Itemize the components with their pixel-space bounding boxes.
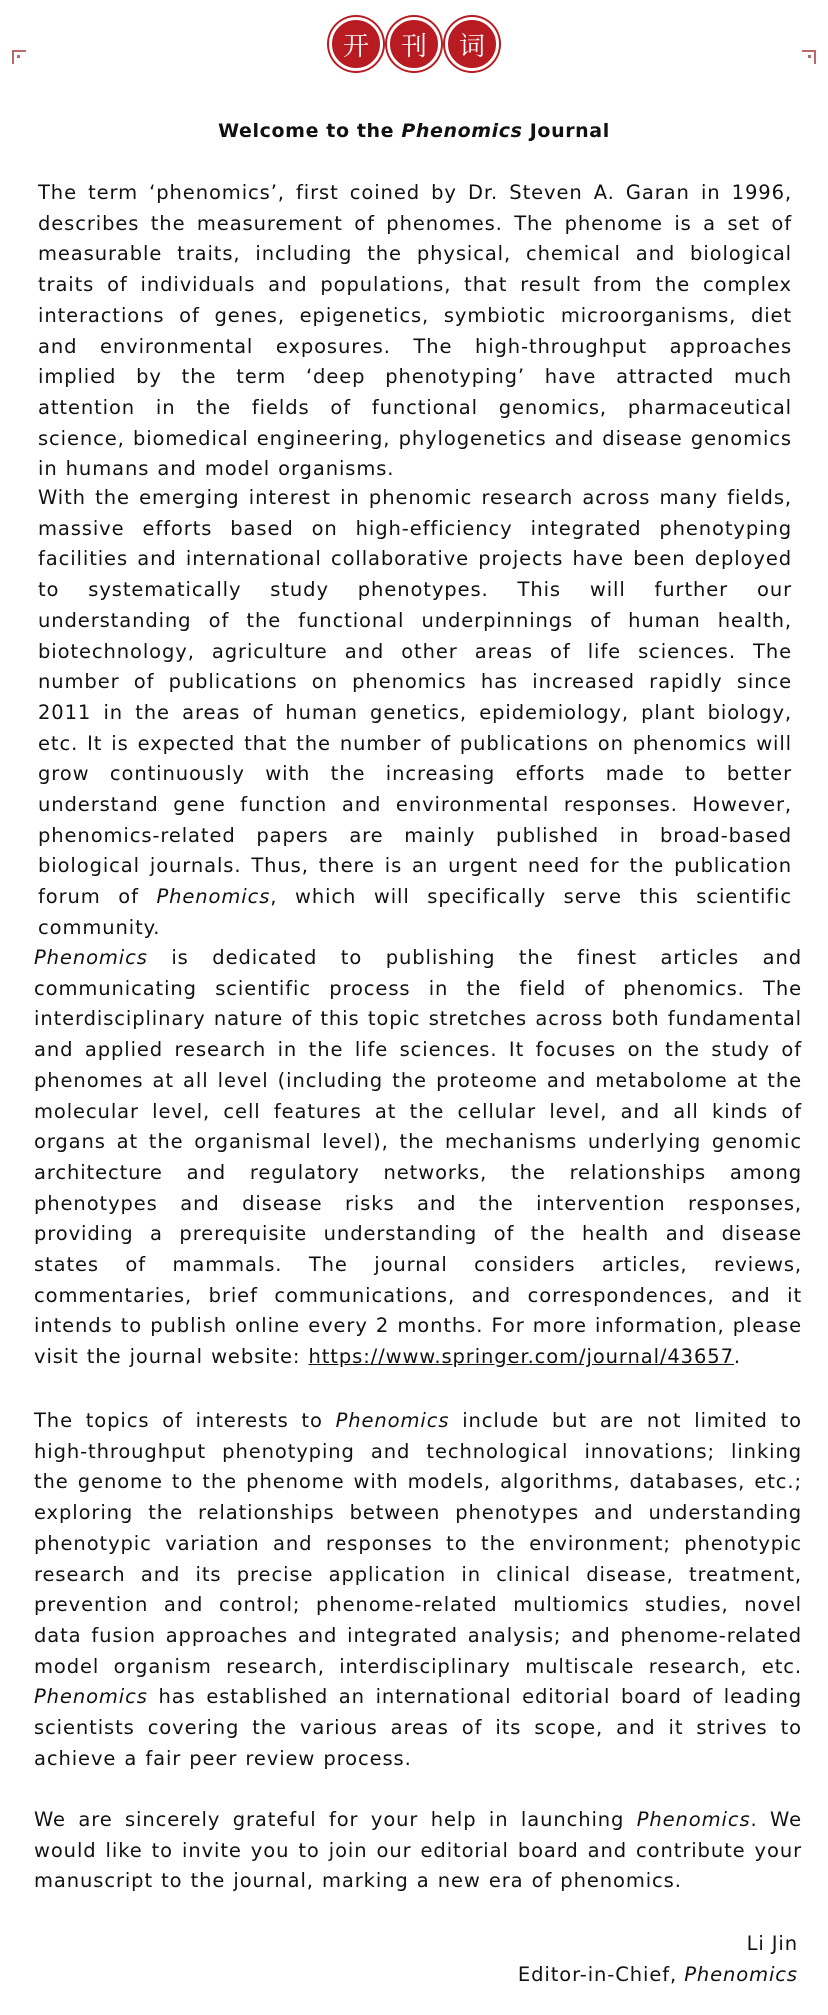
seal-character: 词 xyxy=(445,17,499,71)
paragraph-scope: Phenomics is dedicated to publishing the finest articles and communicating scientific process in the field of phenomics. The interdisciplinary nature of this topic stretches across both fundamental and applied research in the life sciences. It focuses on the study of phenomes at all level (including the proteome and metabolome at the molecular level, cell features at the cellular level, and all kinds of organs at the organismal level), the mechanisms underlying genomic architecture and regulatory networks, the relationships among phenotypes and disease risks and the intervention responses, providing a prerequisite understanding of the health and disease states of mammals. The journal considers articles, reviews, commentaries, brief communications, and correspondences, and it intends to publish online every 2 months. For more information, please visit the journal website: https://www.springer.com/journal/43657. xyxy=(34,946,802,1369)
page-title: Welcome to the Phenomics Journal xyxy=(218,120,610,142)
paragraph-topics: The topics of interests to Phenomics include but are not limited to high-throughput phenotyping and technological innovations; linking the genome to the phenome with models, algorithms, databases, etc.; exploring the relationships between phenotypes and understanding phenotypic variation and responses to the environment; phenotypic research and its precise application in clinical disease, treatment, prevention and control; phenome-related multiomics studies, novel data fusion approaches and integrated analysis; and phenome-related model organism research, interdisciplinary multiscale research, etc. Phenomics has established an international editorial board of leading scientists covering the various areas of its scope, and it strives to achieve a fair peer review process. xyxy=(34,1409,802,1770)
corner-ornament-right xyxy=(802,50,816,64)
paragraph-background: With the emerging interest in phenomic research across many fields, massive efforts based on high-efficiency integrated phenotyping facilities and international collaborative projects have been deployed to systematically study phenotypes. This will further our understanding of the functional underpinnings of human health, biotechnology, agriculture and other areas of life sciences. The number of publications on phenomics has increased rapidly since 2011 in the areas of human genetics, epidemiology, plant biology, etc. It is expected that the number of publications on phenomics will grow continuously with the increasing efforts made to better understand gene function and environmental responses. However, phenomics-related papers are mainly published in broad-based biological journals. Thus, there is an urgent need for the publication forum of Phenomics, which will specifically serve this scientific community. xyxy=(38,486,792,939)
paragraph-intro: The term ‘phenomics’, first coined by Dr. Steven A. Garan in 1996, describes the measurement of phenomes. The phenome is a set of measurable traits, including the physical, chemical and biological traits of individuals and populations, that result from the complex interactions of genes, epigenetics, symbiotic microorganisms, diet and environmental exposures. The high-throughput approaches implied by the term ‘deep phenotyping’ have attracted much attention in the fields of functional genomics, pharmaceutical science, biomedical engineering, phylogenetics and disease genomics in humans and model organisms. xyxy=(38,181,792,481)
masthead-seals xyxy=(0,16,828,72)
seal-character: 开 xyxy=(329,17,383,71)
signature-name: Li Jin xyxy=(746,1932,798,1955)
paragraph-invitation: We are sincerely grateful for your help in launching Phenomics. We would like to invite you to join our editorial board and contribute your manuscript to the journal, marking a new era of phenomics. xyxy=(34,1808,802,1893)
signature-role: Editor-in-Chief, Phenomics xyxy=(517,1963,798,1986)
journal-website-link[interactable]: https://www.springer.com/journal/43657 xyxy=(308,1345,734,1369)
corner-ornament-left xyxy=(12,50,26,64)
seal-character: 刊 xyxy=(387,17,441,71)
